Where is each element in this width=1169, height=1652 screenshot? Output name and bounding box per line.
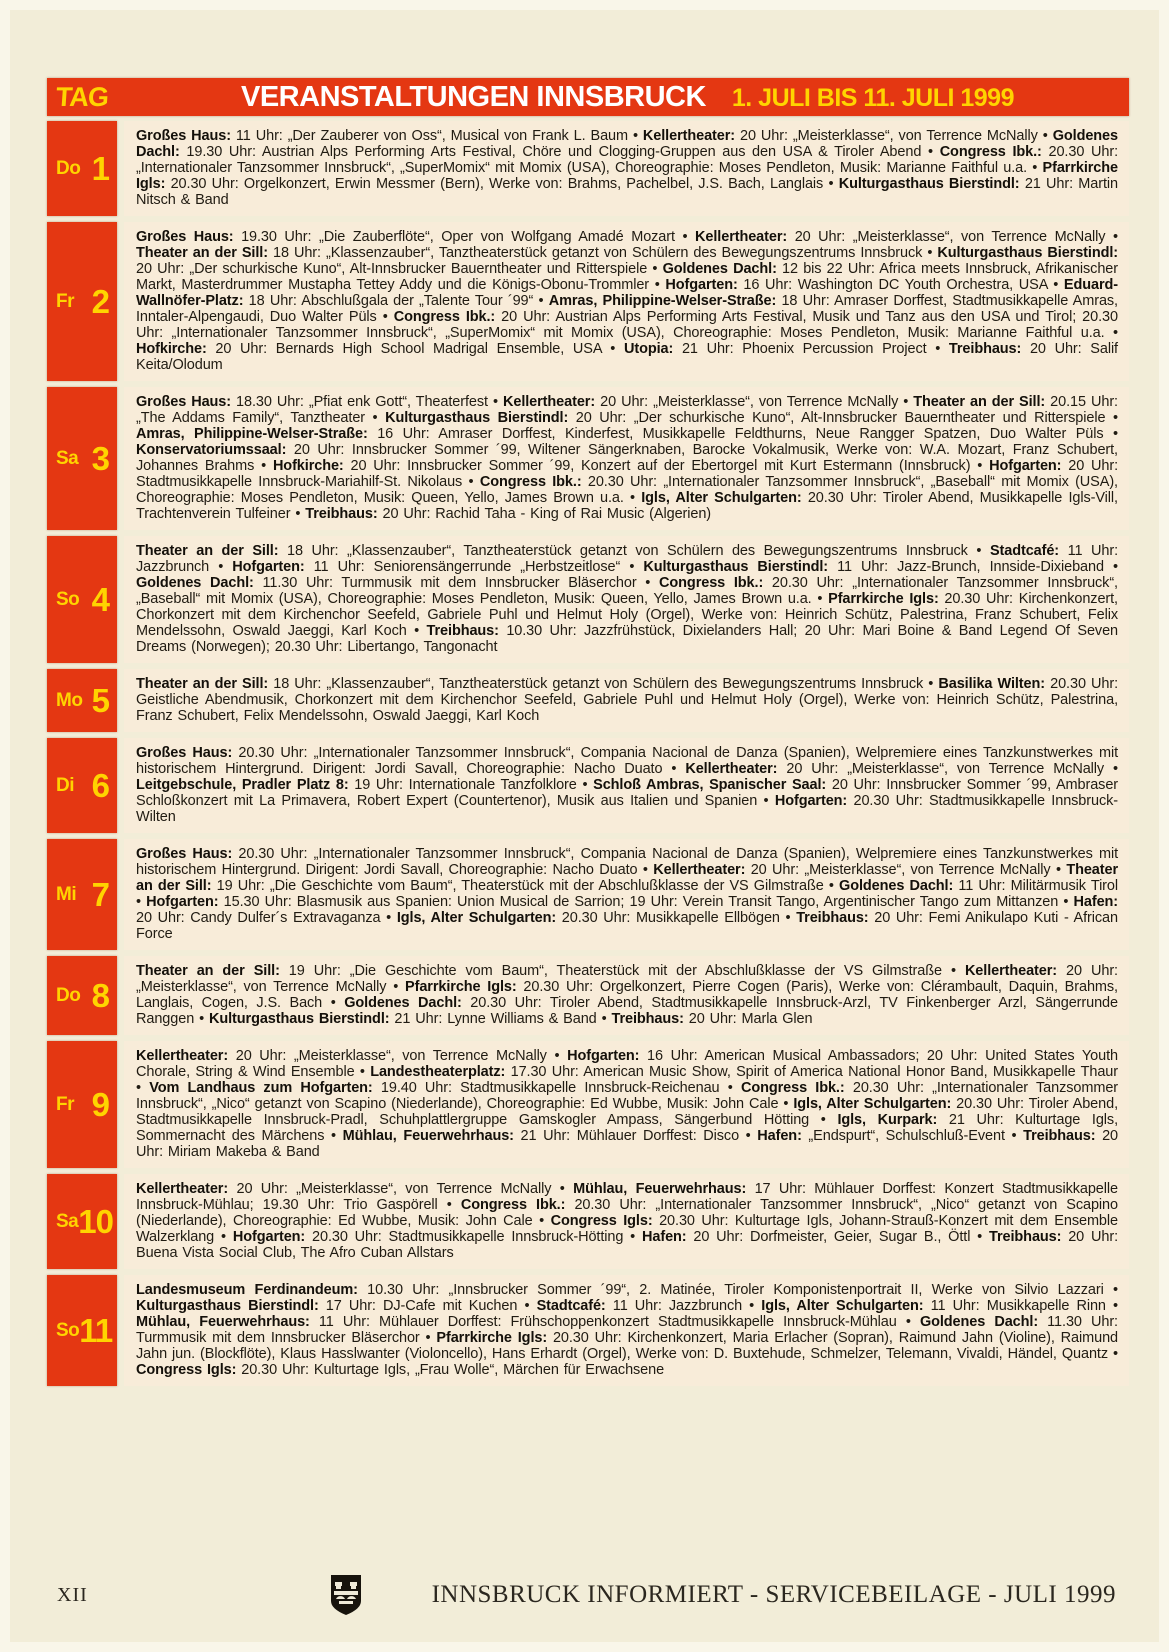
event-text: Kellertheater: 20 Uhr: „Meisterklasse“, von Terrence McNally • Hofgarten: 16 Uhr: American Musical Ambassadors; 20 Uhr: United States Youth Chorale, String & Wind Ensemble • Landestheaterplatz: 17.30 Uhr: American Music Show, Spirit of America National Honor Band, Musikkapelle Thaur • Vom Landhaus zum Hofgarten: 19.40 Uhr: Stadtmusikkapelle Innsbruck-Reichenau • Congress Ibk.: 20.30 Uhr: „Internationaler Tanzsommer Innsbruck“, „Nico“ getanzt von Scapino (Niederlande), Choreographie: Ed Wubbe, Musik: John Cale • Igls, Alter Schulgarten: 20.30 Uhr: Tiroler Abend, Stadtmusikkapelle Innsbruck-Pradl, Schuhplattlergruppe Gamskogler Ampass, Sängerbund Hötting • Igls, Kurpark: 21 Uhr: Kulturtage Igls, Sommernacht des Märchens • Mühlau, Feuerwehrhaus: 21 Uhr: Mühlauer Dorffest: Disco • Hafen: „Endspurt“, Schulschluß-Event • Treibhaus: 20 Uhr: Miriam Makeba & Band [124,1041,1129,1168]
venue-name: Igls, Alter Schulgarten: [641,490,802,506]
event-text: Theater an der Sill: 18 Uhr: „Klassenzauber“, Tanztheaterstück getanzt von Schülern des Bewegungszentrums Innsbruck • Basilika Wilten: 20.30 Uhr: Geistliche Abendmusik, Chorkonzert mit dem Kirchenchor Seefeld, Gabriele Puhl und Helmut Holy (Orgel), Werke von: Heinrich Schütz, Palestrina, Franz Schubert, Felix Mendelssohn, Oswald Jaeggi, Karl Koch [124,669,1129,732]
event-text: Großes Haus: 19.30 Uhr: „Die Zauberflöte“, Oper von Wolfgang Amadé Mozart • Kellertheater: 20 Uhr: „Meisterklasse“, von Terrence McNally • Theater an der Sill: 18 Uhr: „Klassenzauber“, Tanztheaterstück getanzt von Schülern des Bewegungszentrums Innsbruck • Kulturgasthaus Bierstindl: 20 Uhr: „Der schurkische Kuno“, Alt-Innsbrucker Bauerntheater und Ritterspiele • Goldenes Dachl: 12 bis 22 Uhr: Africa meets Innsbruck, Afrikanischer Markt, Masterdrummer Mustapha Tettey Addy und die Königs-Obonu-Trommler • Hofgarten: 16 Uhr: Washington DC Youth Orchestra, USA • Eduard-Wallnöfer-Platz: 18 Uhr: Abschlußgala der „Talente Tour ´99“ • Amras, Philippine-Welser-Straße: 18 Uhr: Amraser Dorffest, Stadtmusikkapelle Amras, Inntaler-Alpengaudi, Duo Walter Püls • Congress Ibk.: 20 Uhr: Austrian Alps Performing Arts Festival, Musik und Tanz aus den USA und Tirol; 20.30 Uhr: „Internationaler Tanzsommer Innsbruck“, „SuperMomix“ mit Momix (USA), Choreographie: Moses Pendleton, Musik: Marianne Faithful u.a. • Hofkirche: 20 Uhr: Bernards High School Madrigal Ensemble, USA • Utopia: 21 Uhr: Phoenix Percussion Project • Treibhaus: 20 Uhr: Salif Keita/Olodum [124,222,1129,381]
venue-name: Igls, Kurpark: [837,1112,938,1128]
venue-name: Kulturgasthaus Bierstindl: [136,1298,319,1314]
day-row [47,387,1129,530]
venue-name: Hofgarten: [232,559,305,575]
header-bar [47,78,1129,116]
event-text: Großes Haus: 20.30 Uhr: „Internationaler Tanzsommer Innsbruck“, Compania Nacional de Danza (Spanien), Welpremiere eines Tanzkunstwerkes mit historischem Hintergrund. Dirigent: Jordi Savall, Choreographie: Nacho Duato • Kellertheater: 20 Uhr: „Meisterklasse“, von Terrence McNally • Theater an der Sill: 19 Uhr: „Die Geschichte vom Baum“, Theaterstück mit der Abschlußklasse der VS Gilmstraße • Goldenes Dachl: 11 Uhr: Militärmusik Tirol • Hofgarten: 15.30 Uhr: Blasmusik aus Spanien: Union Musical de Sarrion; 19 Uhr: Verein Transit Tango, Argentinischer Tango zum Mittanzen • Hafen: 20 Uhr: Candy Dulfer´s Extravaganza • Igls, Alter Schulgarten: 20.30 Uhr: Musikkapelle Ellbögen • Treibhaus: 20 Uhr: Femi Anikulapo Kuti - African Force [124,839,1129,950]
day-row [47,956,1129,1035]
day-abbrev: Mo [56,689,83,711]
day-row [47,839,1129,950]
venue-name: Goldenes Dachl: [662,261,777,277]
event-text: Kellertheater: 20 Uhr: „Meisterklasse“, von Terrence McNally • Mühlau, Feuerwehrhaus: 17 Uhr: Mühlauer Dorffest: Konzert Stadtmusikkapelle Innsbruck-Mühlau; 19.30 Uhr: Trio Gaspörell • Congress Ibk.: 20.30 Uhr: „Internationaler Tanzsommer Innsbruck“, „Nico“ getanzt von Scapino (Niederlande), Choreographie: Ed Wubbe, Musik: John Cale • Congress Igls: 20.30 Uhr: Kulturtage Igls, Johann-Strauß-Konzert mit dem Ensemble Walzerklang • Hofgarten: 20.30 Uhr: Stadtmusikkapelle Innsbruck-Hötting • Hafen: 20 Uhr: Dorfmeister, Geier, Sugar B., Öttl • Treibhaus: 20 Uhr: Buena Vista Social Club, The Afro Cuban Allstars [124,1174,1129,1269]
venue-name: Eduard-Wallnöfer-Platz: [136,277,1118,309]
venue-name: Landestheaterplatz: [370,1064,506,1080]
event-text: Großes Haus: 11 Uhr: „Der Zauberer von Oss“, Musical von Frank L. Baum • Kellertheater: 20 Uhr: „Meisterklasse“, von Terrence McNally • Goldenes Dachl: 19.30 Uhr: Austrian Alps Performing Arts Festival, Chöre und Clogging-Gruppen aus den USA & Tiroler Abend • Congress Ibk.: 20.30 Uhr: „Internationaler Tanzsommer Innsbruck“, „SuperMomix“ mit Momix (USA), Choreographie: Moses Pendleton, Musik: Marianne Faithful u.a. • Pfarrkirche Igls: 20.30 Uhr: Orgelkonzert, Erwin Messmer (Bern), Werke von: Brahms, Pachelbel, J.S. Bach, Langlais • Kulturgasthaus Bierstindl: 21 Uhr: Martin Nitsch & Band [124,121,1129,216]
day-row [47,121,1129,216]
venue-name: Hofkirche: [136,341,207,357]
venue-name: Treibhaus: [948,341,1022,357]
day-number: 9 [91,1085,109,1123]
venue-name: Vom Landhaus zum Hofgarten: [149,1080,373,1096]
venue-name: Großes Haus: [136,394,231,410]
page-title: VERANSTALTUNGEN INNSBRUCK [241,80,706,113]
venue-name: Congress Ibk.: [740,1080,845,1096]
venue-name: Stadtcafé: [989,543,1060,559]
day-abbrev: Do [56,984,81,1006]
venue-name: Kulturgasthaus Bierstindl: [937,245,1118,261]
day-cell [47,1174,117,1269]
venue-name: Pfarrkirche Igls: [436,1330,548,1346]
page-number: XII [57,1583,88,1606]
venue-name: Hofgarten: [567,1048,640,1064]
day-cell [47,387,117,530]
event-text: Theater an der Sill: 18 Uhr: „Klassenzauber“, Tanztheaterstück getanzt von Schülern des Bewegungszentrums Innsbruck • Stadtcafé: 11 Uhr: Jazzbrunch • Hofgarten: 11 Uhr: Seniorensängerrunde „Herbstzeitlose“ • Kulturgasthaus Bierstindl: 11 Uhr: Jazz-Brunch, Innside-Dixieband • Goldenes Dachl: 11.30 Uhr: Turmmusik mit dem Innsbrucker Bläserchor • Congress Ibk.: 20.30 Uhr: „Internationaler Tanzsommer Innsbruck“, „Baseball“ mit Momix (USA), Choreographie: Moses Pendleton, Musik: Queen, Yello, James Brown u.a. • Pfarrkirche Igls: 20.30 Uhr: Kirchenkonzert, Chorkonzert mit dem Kirchenchor Seefeld, Gabriele Puhl und Helmut Holy (Orgel), Werke von: Heinrich Schütz, Palestrina, Franz Schubert, Felix Mendelssohn, Oswald Jaeggi, Karl Koch • Treibhaus: 10.30 Uhr: Jazzfrühstück, Dixielanders Hall; 20 Uhr: Mari Boine & Band Legend Of Seven Dreams (Norwegen); 20.30 Uhr: Libertango, Tangonacht [124,536,1129,663]
day-number: 3 [91,439,109,477]
day-row [47,1275,1129,1386]
venue-name: Hofgarten: [146,894,219,910]
venue-name: Theater an der Sill: [136,245,268,261]
events-table [47,121,1129,1386]
venue-name: Igls, Alter Schulgarten: [793,1096,952,1112]
day-abbrev: Fr [56,290,74,312]
venue-name: Congress Ibk.: [393,309,496,325]
day-number: 10 [78,1202,113,1240]
venue-name: Stadtcafé: [536,1298,606,1314]
tag-column-heading: TAG [54,81,110,112]
venue-name: Mühlau, Feuerwehrhaus: [573,1181,747,1197]
venue-name: Theater an der Sill: [136,676,269,692]
venue-name: Hafen: [757,1128,802,1144]
day-number: 2 [91,282,109,320]
day-abbrev: Mi [56,883,77,905]
venue-name: Treibhaus: [305,506,378,522]
venue-name: Pfarrkirche Igls: [405,979,517,995]
venue-name: Kellertheater: [642,128,736,144]
day-abbrev: So [56,588,80,610]
day-cell [47,1041,117,1168]
venue-name: Igls, Alter Schulgarten: [761,1298,924,1314]
venue-name: Treibhaus: [1023,1128,1096,1144]
venue-name: Kulturgasthaus Bierstindl: [385,410,569,426]
venue-name: Großes Haus: [136,846,233,862]
venue-name: Congress Ibk.: [659,575,764,591]
day-cell [47,1275,117,1386]
venue-name: Kulturgasthaus Bierstindl: [209,1011,390,1027]
venue-name: Kellertheater: [136,1181,229,1197]
day-abbrev: Sa [56,1210,79,1232]
day-row [47,222,1129,381]
venue-name: Treibhaus: [796,910,869,926]
venue-name: Mühlau, Feuerwehrhaus: [342,1128,514,1144]
day-cell [47,669,117,732]
innsbruck-coat-of-arms-icon [330,1574,362,1616]
venue-name: Großes Haus: [136,128,231,144]
day-cell [47,222,117,381]
footer-title: INNSBRUCK INFORMIERT - SERVICEBEILAGE - JULI 1999 [431,1581,1116,1608]
day-abbrev: Do [56,157,81,179]
day-row [47,1174,1129,1269]
day-number: 5 [91,681,109,719]
venue-name: Pfarrkirche Igls: [828,591,939,607]
day-cell [47,956,117,1035]
day-number: 4 [91,580,109,618]
venue-name: Kellertheater: [502,394,596,410]
venue-name: Hofgarten: [232,1229,306,1245]
venue-name: Amras, Philippine-Welser-Straße: [548,293,777,309]
venue-name: Theater an der Sill: [136,543,279,559]
venue-name: Theater an der Sill: [136,963,280,979]
venue-name: Großes Haus: [136,229,234,245]
event-text: Großes Haus: 20.30 Uhr: „Internationaler Tanzsommer Innsbruck“, Compania Nacional de Danza (Spanien), Welpremiere eines Tanzkunstwerkes mit historischem Hintergrund. Dirigent: Jordi Savall, Choreographie: Nacho Duato • Kellertheater: 20 Uhr: „Meisterklasse“, von Terrence McNally • Leitgebschule, Pradler Platz 8: 19 Uhr: Internationale Tanzfolklore • Schloß Ambras, Spanischer Saal: 20 Uhr: Innsbrucker Sommer ´99, Ambraser Schloßkonzert mit La Primavera, Robert Expert (Countertenor), Musik aus Italien und Spanien • Hofgarten: 20.30 Uhr: Stadtmusikkapelle Innsbruck-Wilten [124,738,1129,833]
venue-name: Mühlau, Feuerwehrhaus: [136,1314,310,1330]
venue-name: Kellertheater: [685,761,778,777]
day-abbrev: Di [56,774,74,796]
venue-name: Hofgarten: [665,277,738,293]
venue-name: Kulturgasthaus Bierstindl: [838,176,1020,192]
event-text: Theater an der Sill: 19 Uhr: „Die Geschichte vom Baum“, Theaterstück mit der Abschlußklasse der VS Gilmstraße • Kellertheater: 20 Uhr: „Meisterklasse“, von Terrence McNally • Pfarrkirche Igls: 20.30 Uhr: Orgelkonzert, Pierre Cogen (Paris), Werke von: Clérambault, Daquin, Brahms, Langlais, Cogen, J.S. Bach • Goldenes Dachl: 20.30 Uhr: Tiroler Abend, Stadtmusikkapelle Innsbruck-Arzl, TV Finkenberger Arzl, Sängerrunde Ranggen • Kulturgasthaus Bierstindl: 21 Uhr: Lynne Williams & Band • Treibhaus: 20 Uhr: Marla Glen [124,956,1129,1035]
venue-name: Hofgarten: [774,793,848,809]
day-number: 1 [91,149,109,187]
venue-name: Hafen: [1073,894,1119,910]
page-footer [57,1574,1116,1616]
venue-name: Hofkirche: [272,458,344,474]
venue-name: Hafen: [642,1229,687,1245]
date-range: 1. JULI BIS 11. JULI 1999 [731,83,1014,112]
venue-name: Congress Ibk.: [479,474,582,490]
venue-name: Congress Igls: [136,1362,237,1378]
day-row [47,738,1129,833]
day-abbrev: Sa [56,447,79,469]
day-number: 11 [79,1311,113,1349]
venue-name: Konservatoriumssaal: [136,442,287,458]
day-cell [47,839,117,950]
day-cell [47,738,117,833]
venue-name: Igls, Alter Schulgarten: [396,910,557,926]
day-row [47,669,1129,732]
event-text: Landesmuseum Ferdinandeum: 10.30 Uhr: „Innsbrucker Sommer ´99“, 2. Matinée, Tiroler Komponistenportrait II, Werke von Silvio Lazzari • Kulturgasthaus Bierstindl: 17 Uhr: DJ-Cafe mit Kuchen • Stadtcafé: 11 Uhr: Jazzbrunch • Igls, Alter Schulgarten: 11 Uhr: Musikkapelle Rinn • Mühlau, Feuerwehrhaus: 11 Uhr: Mühlauer Dorffest: Frühschoppenkonzert Stadtmusikkapelle Innsbruck-Mühlau • Goldenes Dachl: 11.30 Uhr: Turmmusik mit dem Innsbrucker Bläserchor • Pfarrkirche Igls: 20.30 Uhr: Kirchenkonzert, Maria Erlacher (Sopran), Raimund Jahn (Violine), Raimund Jahn jun. (Blockflöte), Klaus Hasslwanter (Violoncello), Hans Erhardt (Orgel), Werke von: D. Buxtehude, Schmelzer, Telemann, Vivaldi, Händel, Quantz • Congress Igls: 20.30 Uhr: Kulturtage Igls, „Frau Wolle“, Märchen für Erwachsene [124,1275,1129,1386]
venue-name: Congress Ibk.: [460,1197,566,1213]
day-abbrev: So [56,1319,80,1341]
venue-name: Theater an der Sill: [136,862,1118,894]
day-row [47,536,1129,663]
day-abbrev: Fr [56,1093,74,1115]
venue-name: Treibhaus: [611,1011,684,1027]
venue-name: Basilika Wilten: [938,676,1045,692]
venue-name: Goldenes Dachl: [136,575,254,591]
venue-name: Treibhaus: [426,623,499,639]
venue-name: Theater an der Sill: [913,394,1046,410]
venue-name: Kellertheater: [964,963,1058,979]
venue-name: Treibhaus: [989,1229,1062,1245]
day-cell [47,536,117,663]
day-cell [47,121,117,216]
venue-name: Goldenes Dachl: [136,128,1118,160]
day-number: 8 [91,976,109,1014]
day-number: 7 [91,875,109,913]
venue-name: Pfarrkirche Igls: [136,160,1118,192]
header-title-wrap [126,81,1129,114]
venue-name: Landesmuseum Ferdinandeum: [136,1282,358,1298]
venue-name: Utopia: [623,341,674,357]
venue-name: Schloß Ambras, Spanischer Saal: [593,777,827,793]
calendar-content [47,78,1129,1386]
venue-name: Kulturgasthaus Bierstindl: [643,559,828,575]
venue-name: Kellertheater: [136,1048,229,1064]
venue-name: Goldenes Dachl: [839,878,954,894]
venue-name: Amras, Philippine-Welser-Straße: [136,426,368,442]
venue-name: Großes Haus: [136,745,233,761]
venue-name: Goldenes Dachl: [919,1314,1039,1330]
day-row [47,1041,1129,1168]
venue-name: Congress Igls: [550,1213,653,1229]
venue-name: Goldenes Dachl: [344,995,462,1011]
event-text: Großes Haus: 18.30 Uhr: „Pfiat enk Gott“, Theaterfest • Kellertheater: 20 Uhr: „Meisterklasse“, von Terrence McNally • Theater an der Sill: 20.15 Uhr: „The Addams Family“, Tanztheater • Kulturgasthaus Bierstindl: 20 Uhr: „Der schurkische Kuno“, Alt-Innsbrucker Bauerntheater und Ritterspiele • Amras, Philippine-Welser-Straße: 16 Uhr: Amraser Dorffest, Kinderfest, Musikkapelle Feldthurns, Neue Rangger Spatzen, Duo Walter Püls • Konservatoriumssaal: 20 Uhr: Innsbrucker Sommer ´99, Wiltener Sängerknaben, Barocke Vokalmusik, Werke von: W.A. Mozart, Franz Schubert, Johannes Brahms • Hofkirche: 20 Uhr: Innsbrucker Sommer ´99, Konzert auf der Ebertorgel mit Kurt Estermann (Innsbruck) • Hofgarten: 20 Uhr: Stadtmusikkapelle Innsbruck-Mariahilf-St. Nikolaus • Congress Ibk.: 20.30 Uhr: „Internationaler Tanzsommer Innsbruck“, „Baseball“ mit Momix (USA), Choreographie: Moses Pendleton, Musik: Queen, Yello, James Brown u.a. • Igls, Alter Schulgarten: 20.30 Uhr: Tiroler Abend, Musikkapelle Igls-Vill, Trachtenverein Tulfeiner • Treibhaus: 20 Uhr: Rachid Taha - King of Rai Music (Algerien) [124,387,1129,530]
venue-name: Kellertheater: [695,229,788,245]
day-number: 6 [91,766,109,804]
venue-name: Kellertheater: [653,862,746,878]
venue-name: Leitgebschule, Pradler Platz 8: [136,777,349,793]
venue-name: Congress Ibk.: [939,144,1042,160]
venue-name: Hofgarten: [989,458,1062,474]
